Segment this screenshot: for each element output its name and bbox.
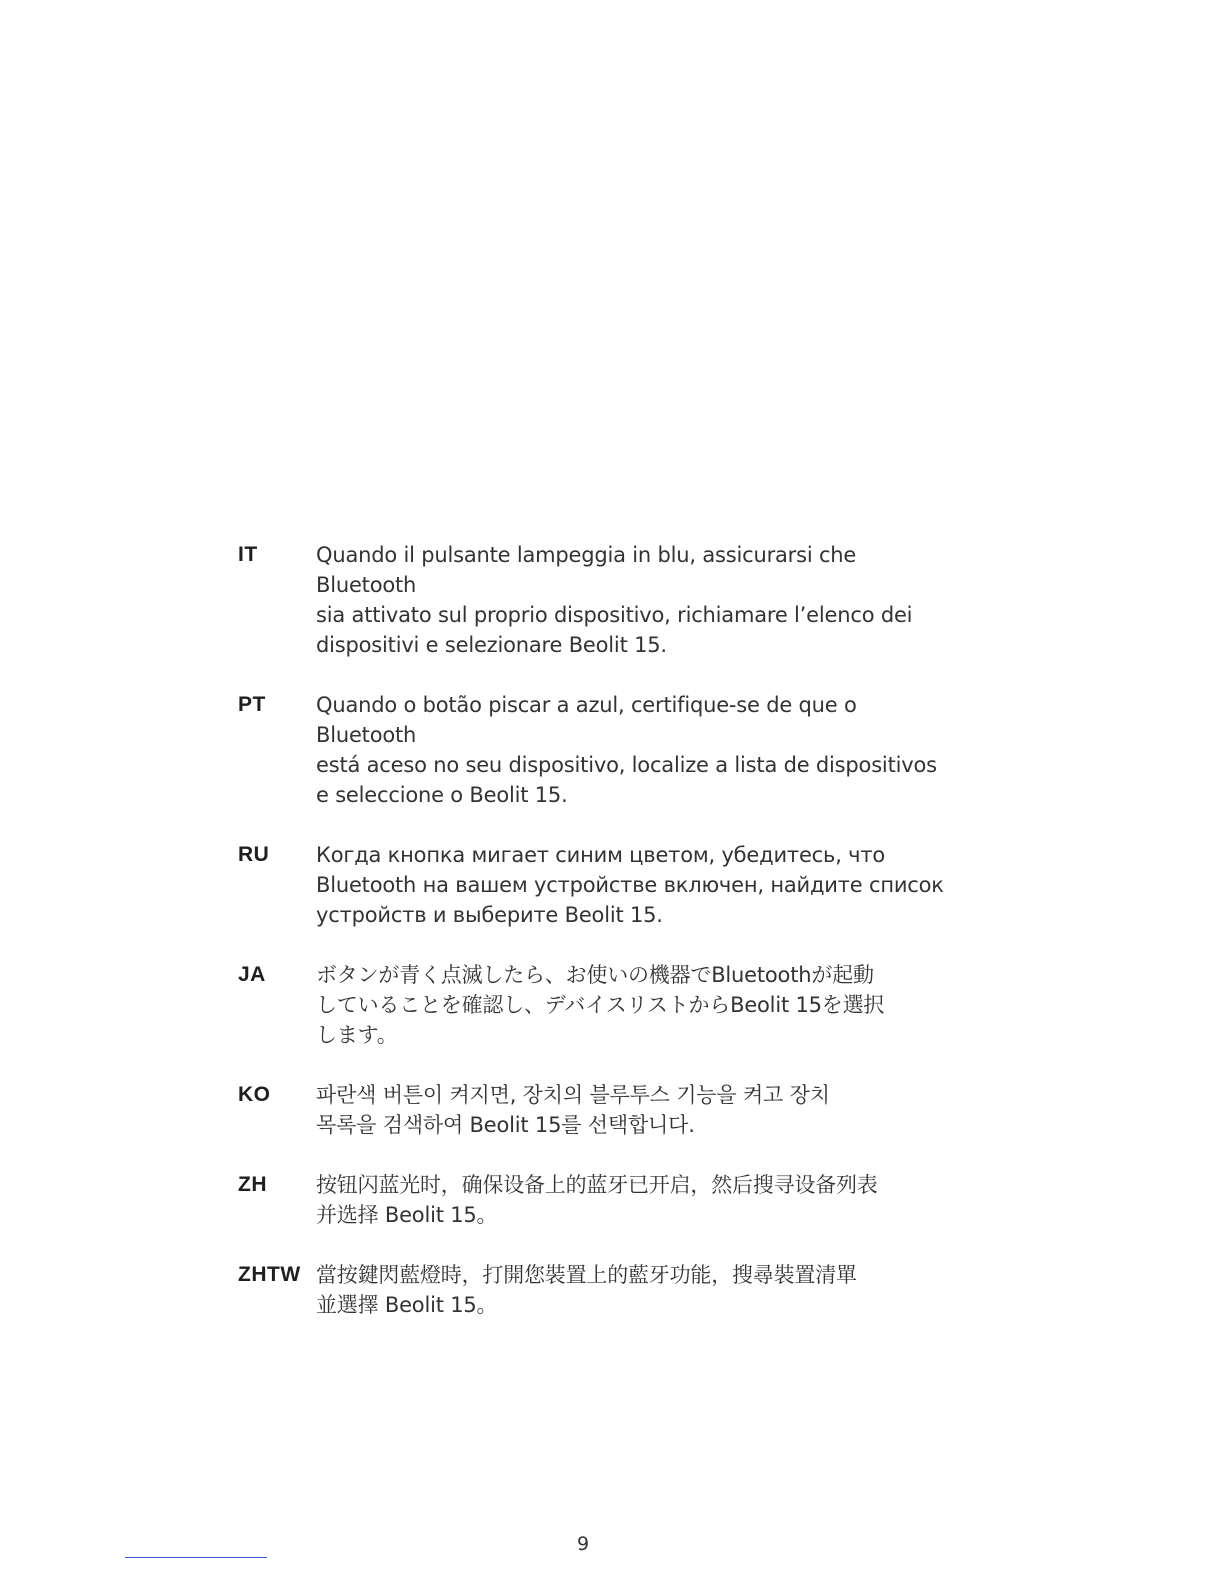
instruction-text-zh: 按钮闪蓝光时，确保设备上的蓝牙已开启，然后搜寻设备列表 并选择 Beolit 15。	[316, 1173, 878, 1227]
language-code-zhtw: ZHTW	[238, 1263, 301, 1286]
page-number: 9	[576, 1533, 590, 1555]
language-code-ko: KO	[238, 1083, 271, 1106]
footer-divider	[125, 1557, 267, 1558]
instruction-text-ru: Когда кнопка мигает синим цветом, убедитесь, что Bluetooth на вашем устройстве включен, найдите список устройств и выберите Beolit 15.	[316, 843, 944, 927]
language-code-pt: PT	[238, 693, 266, 716]
entry-zh	[238, 1170, 958, 1230]
entry-pt	[238, 690, 958, 810]
language-code-zh: ZH	[238, 1173, 267, 1196]
instruction-text-ja: ボタンが青く点滅したら、お使いの機器でBluetoothが起動 していることを確認し、デバイスリストからBeolit 15を選択 します。	[316, 963, 885, 1047]
language-code-it: IT	[238, 543, 258, 566]
language-instructions	[238, 540, 958, 1350]
instruction-text-pt: Quando o botão piscar a azul, certifique-se de que o Bluetooth está aceso no seu dispositivo, localize a lista de dispositivos e seleccione o Beolit 15.	[316, 693, 937, 807]
entry-ru	[238, 840, 958, 930]
language-code-ru: RU	[238, 843, 270, 866]
entry-it	[238, 540, 958, 660]
entry-zhtw	[238, 1260, 958, 1320]
entry-ko	[238, 1080, 958, 1140]
entry-ja	[238, 960, 958, 1050]
instruction-text-ko: 파란색 버튼이 켜지면, 장치의 블루투스 기능을 켜고 장치 목록을 검색하여 Beolit 15를 선택합니다.	[316, 1083, 830, 1137]
instruction-text-it: Quando il pulsante lampeggia in blu, assicurarsi che Bluetooth sia attivato sul proprio dispositivo, richiamare l’elenco dei dispositivi e selezionare Beolit 15.	[316, 543, 913, 657]
language-code-ja: JA	[238, 963, 266, 986]
instruction-text-zhtw: 當按鍵閃藍燈時，打開您裝置上的藍牙功能，搜尋裝置清單 並選擇 Beolit 15。	[316, 1263, 857, 1317]
